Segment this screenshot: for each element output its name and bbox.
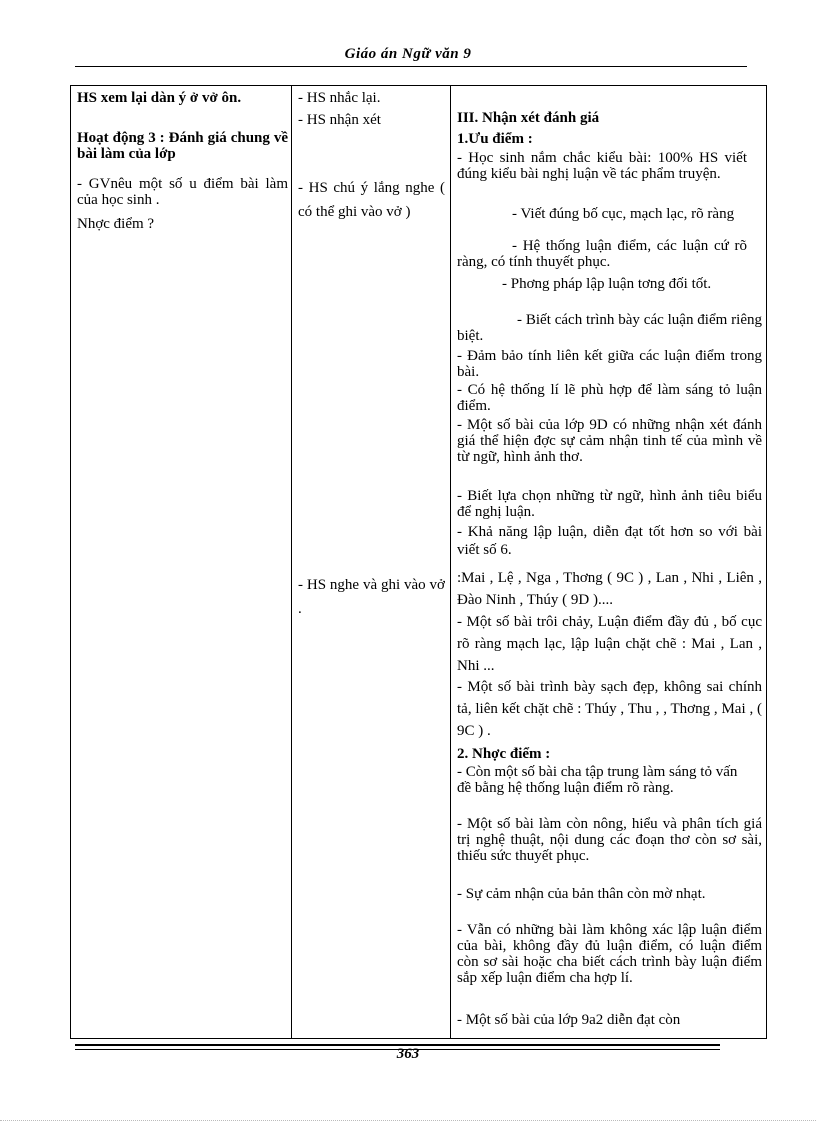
activity-3-heading: Hoạt động 3 : Đánh giá chung về bài làm của lớp — [77, 130, 288, 162]
weaknesses-subheading: 2. Nhợc điểm : — [457, 746, 551, 762]
page-header-title: Giáo án Ngữ văn 9 — [344, 46, 472, 62]
strengths-subheading: 1.Ưu điểm : — [457, 131, 533, 147]
strength-item: - Học sinh nắm chắc kiểu bài: 100% HS viết đúng kiểu bài nghị luận về tác phẩm truyện. — [457, 150, 747, 182]
student-comment-text: - HS nhận xét — [298, 112, 381, 128]
weakness-item: - Sự cảm nhận của bản thân còn mờ nhạt. — [457, 886, 706, 902]
strength-item: - Một số bài của lớp 9D có những nhận xét đánh giá thể hiện đợc sự cảm nhận tinh tế của mình về từ ngữ, hình ảnh thơ. — [457, 417, 762, 465]
weakness-item: - Một số bài làm còn nông, hiểu và phân tích giá trị nghệ thuật, nội dung các đoạn thơ còn sơ sài, thiếu sức thuyết phục. — [457, 816, 762, 864]
student-listen-text: - HS chú ý lắng nghe ( có thể ghi vào vở ) — [298, 180, 445, 220]
strength-item: - Biết lựa chọn những từ ngữ, hình ảnh tiêu biểu để nghị luận. — [457, 488, 762, 520]
strength-item: - Một số bài trình bày sạch đẹp, không sai chính tả, liên kết chặt chẽ : Thúy , Thu , , Thơng , Mai , ( 9C ) . — [457, 679, 762, 739]
column-divider-2 — [450, 86, 451, 1038]
strength-item: - Hệ thống luận điểm, các luận cứ rõ ràng, có tính thuyết phục. — [457, 238, 747, 270]
lesson-table — [70, 85, 767, 1039]
student-recall-text: - HS nhắc lại. — [298, 90, 381, 106]
strength-item: - Đảm bảo tính liên kết giữa các luận điểm trong bài. — [457, 348, 762, 380]
teacher-weakness-prompt: Nhợc điểm ? — [77, 216, 155, 232]
section-iii-heading: III. Nhận xét đánh giá — [457, 110, 600, 126]
teacher-activity-column — [77, 86, 288, 1038]
student-listen-note-text: - HS nghe và ghi vào vở . — [298, 577, 445, 617]
content-column — [457, 86, 762, 1038]
review-outline-text: HS xem lại dàn ý ở vở ôn. — [77, 90, 242, 106]
strength-item: - Một số bài trôi chảy, Luận điểm đầy đủ , bố cục rõ ràng mạch lạc, lập luận chặt chẽ : Mai , Lan , Nhi ... — [457, 614, 762, 674]
weakness-item: - Vẫn có những bài làm không xác lập luận điểm của bài, không đầy đủ luận điểm, có luận điểm còn sơ sài hoặc cha biết cách trình bày luận điểm sắp xếp luận điểm cha hợp lí. — [457, 922, 762, 986]
column-divider-1 — [291, 86, 292, 1038]
student-names-list: :Mai , Lệ , Nga , Thơng ( 9C ) , Lan , Nhi , Liên , Đào Ninh , Thúy ( 9D ).... — [457, 570, 762, 608]
strength-item: - Có hệ thống lí lẽ phù hợp để làm sáng tỏ luận điểm. — [457, 382, 762, 414]
teacher-strengths-prompt: - GVnêu một số u điểm bài làm của học sinh . — [77, 176, 288, 208]
header-rule — [75, 66, 747, 67]
strength-item: - Biết cách trình bày các luận điểm riêng biệt. — [457, 312, 762, 344]
strength-item: - Khả năng lập luận, diễn đạt tốt hơn so với bài viết số 6. — [457, 524, 762, 558]
strength-item: - Phơng pháp lập luận tơng đối tốt. — [502, 276, 712, 292]
weakness-item: - Một số bài của lớp 9a2 diễn đạt còn — [457, 1012, 681, 1028]
student-activity-column — [298, 86, 445, 1038]
strength-item: - Viết đúng bố cục, mạch lạc, rõ ràng — [512, 206, 735, 222]
weakness-item: - Còn một số bài cha tập trung làm sáng tỏ vấn đề bằng hệ thống luận điểm rõ ràng. — [457, 764, 738, 796]
page-number: 363 — [396, 1046, 420, 1062]
page-bottom-edge — [0, 1120, 816, 1121]
